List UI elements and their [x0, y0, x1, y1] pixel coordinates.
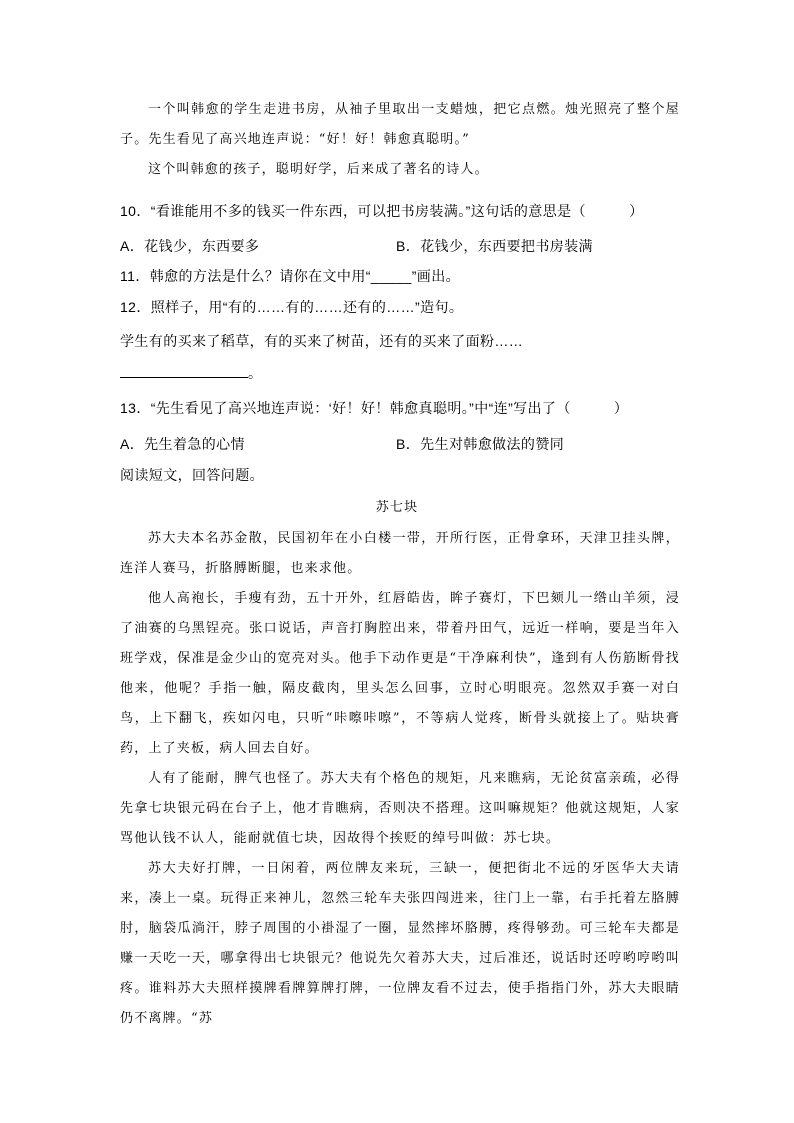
question-13-stem: 13．“先生看见了高兴地连声说：‘好！好！韩愈真聪明。”中“连”写出了（ ）	[120, 400, 629, 416]
story-1-paragraph-2: 这个叫韩愈的孩子，聪明好学，后来成了著名的诗人。	[148, 162, 489, 177]
question-10-option-b[interactable]: B．花钱少，东西要把书房装满	[396, 238, 593, 254]
question-10-stem: 10．“看谁能用不多的钱买一件东西，可以把书房装满。”这句话的意思是（ ）	[120, 203, 644, 219]
question-10-option-a[interactable]: A．花钱少，东西要多	[120, 238, 260, 254]
question-11-stem	[120, 266, 680, 286]
question-11-text-before: 11．韩愈的方法是什么？请你在文中用“	[120, 268, 371, 284]
question-12-example: 学生有的买来了稻草，有的买来了树苗，还有的买来了面粉……	[120, 333, 524, 349]
question-12-answer-row	[120, 363, 680, 383]
story-1-paragraph-1: 一个叫韩愈的学生走进书房，从袖子里取出一支蜡烛，把它点燃。烛光照亮了整个屋子。先生看见了高兴地连声说：“好！好！韩愈真聪明。”	[120, 102, 680, 147]
passage-body	[120, 524, 680, 1034]
reading-instruction: 阅读短文，回答问题。	[120, 467, 264, 483]
question-13-option-a[interactable]: A．先生着急的心情	[120, 436, 245, 452]
question-13-options	[120, 434, 680, 454]
passage-paragraph-1: 苏大夫本名苏金散，民国初年在小白楼一带，开所行医，正骨拿环，天津卫挂头牌，连洋人赛马，折胳膊断腿，也来求他。	[120, 531, 680, 576]
question-10-options	[120, 236, 680, 256]
passage-paragraph-2: 他人高袍长，手瘦有劲，五十开外，红唇皓齿，眸子赛灯，下巴颏儿一绺山羊须，浸了油赛的乌黑锃亮。张口说话，声音打胸腔出来，带着丹田气，远近一样响，要是当年入班学戏，保准是金少山的宽亮对头。他手下动作更是“干净麻利快”，逢到有人伤筋断骨找他来，他呢？手指一触，隔皮截肉，里头怎么回事，立时心明眼亮。忽然双手赛一对白鸟，上下翻飞，疾如闪电，只听“咔嚓咔嚓”，不等病人觉疼，断骨头就接上了。贴块膏药，上了夹板，病人回去自好。	[120, 591, 680, 756]
question-12-stem: 12．照样子，用“有的……有的……还有的……”造句。	[120, 299, 464, 315]
question-13-option-b[interactable]: B．先生对韩愈做法的赞同	[396, 436, 565, 452]
passage-paragraph-3: 人有了能耐，脾气也怪了。苏大夫有个格色的规矩，凡来瞧病，无论贫富亲疏，必得先拿七块银元码在台子上，他才肯瞧病，否则决不搭理。这叫嘛规矩？他就这规矩，人家骂他认钱不认人，能耐就值七块，因故得个挨贬的绰号叫做：苏七块。	[120, 771, 680, 846]
question-11-text-after: ”画出。	[411, 268, 460, 284]
story-1	[120, 95, 680, 185]
question-11-underline-mark: _____	[370, 268, 412, 284]
passage-paragraph-4: 苏大夫好打牌，一日闲着，两位牌友来玩，三缺一，便把街北不远的牙医华大夫请来，凑上一桌。玩得正来神儿，忽然三轮车夫张四闯进来，往门上一靠，右手托着左胳膊肘，脑袋瓜淌汗，脖子周围的小褂湿了一圈，显然摔坏胳膊，疼得够劲。可三轮车夫都是赚一天吃一天，哪拿得出七块银元？他说先欠着苏大夫，过后准还，说话时还哼哟哼哟叫疼。谁料苏大夫照样摸牌看牌算牌打牌，一位牌友看不过去，使手指指门外，苏大夫眼睛仍不离牌。“苏	[120, 861, 680, 1026]
passage-title: 苏七块	[375, 500, 419, 515]
question-12-answer-blank[interactable]	[120, 363, 248, 378]
question-12-blank-end: 。	[248, 365, 263, 381]
